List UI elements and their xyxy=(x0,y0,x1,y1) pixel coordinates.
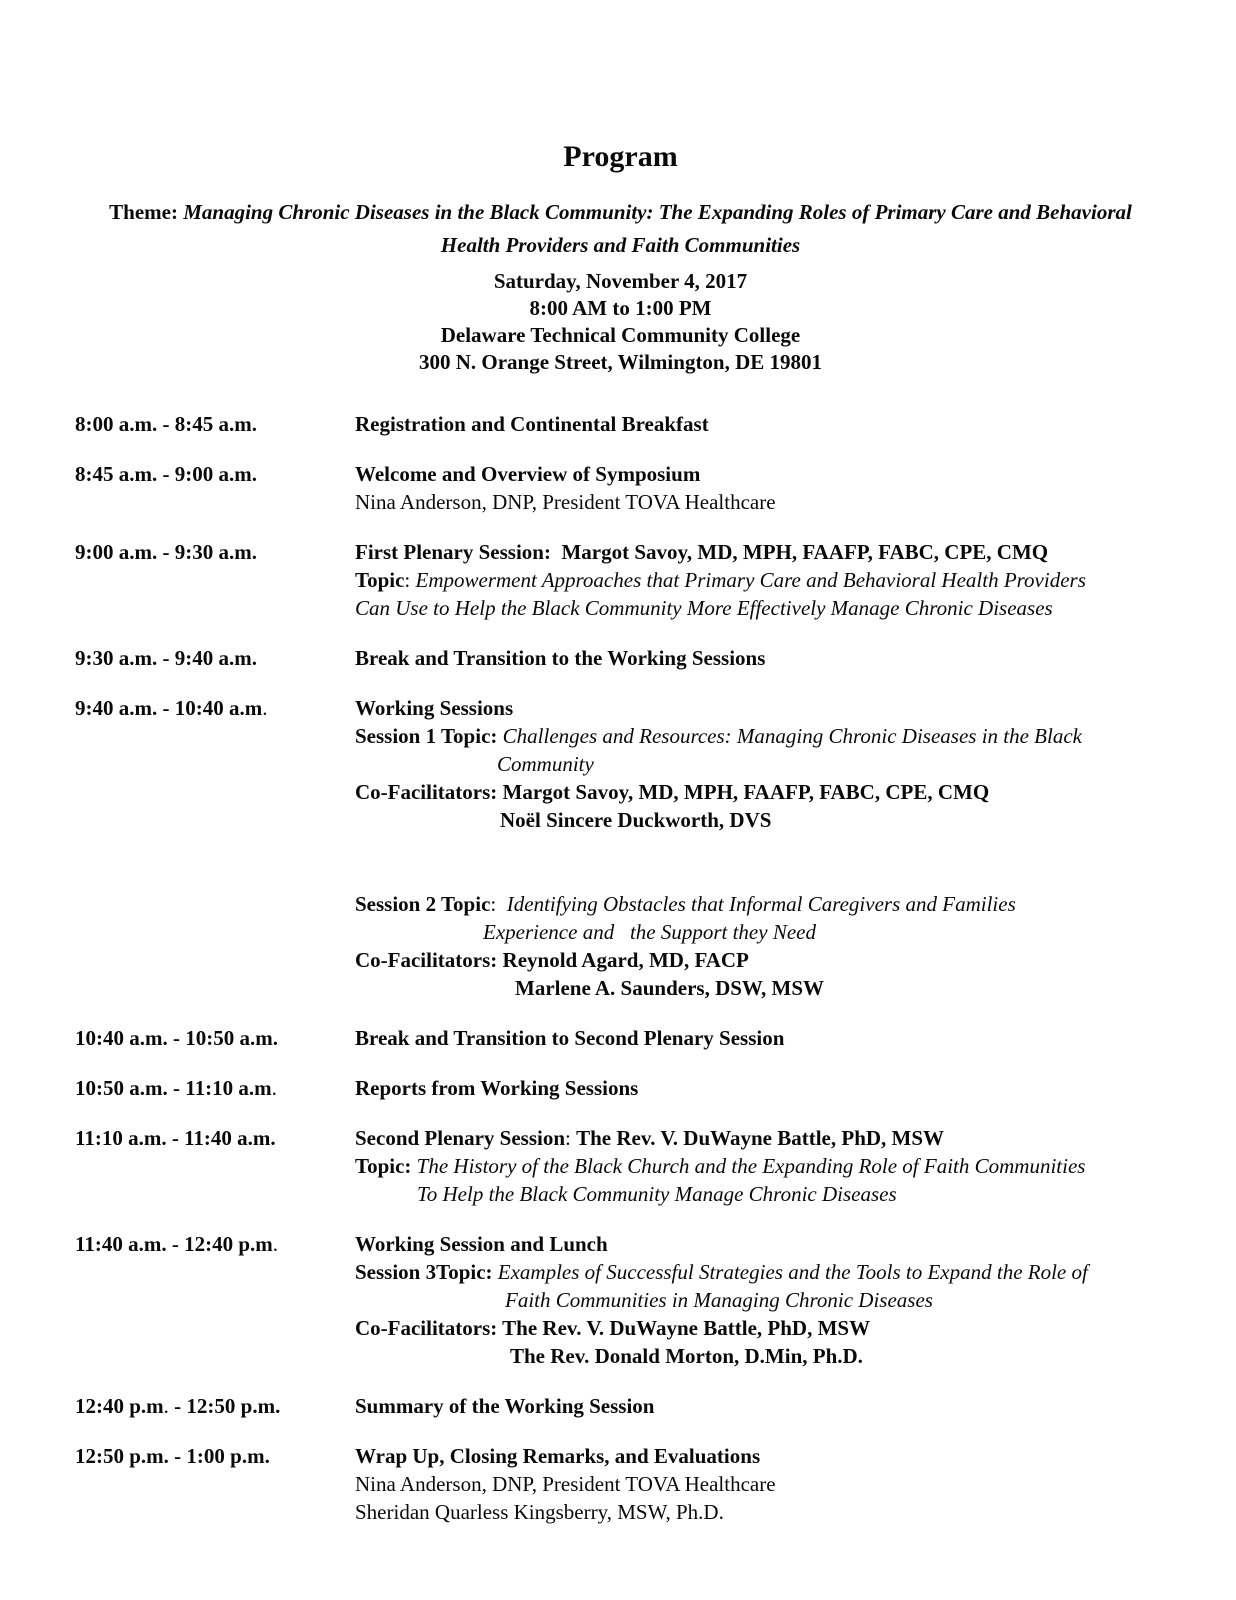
schedule-row xyxy=(75,644,1166,672)
detail-line xyxy=(355,1286,1166,1314)
session-details xyxy=(355,644,1166,672)
text-segment: Registration and Continental Breakfast xyxy=(355,412,709,436)
text-segment: - 12:50 p.m. xyxy=(168,1394,281,1418)
session-details xyxy=(355,1442,1166,1526)
session-details xyxy=(355,1392,1166,1420)
text-segment: Summary of the Working Session xyxy=(355,1394,655,1418)
text-segment: 11:10 a.m. - 11:40 a.m. xyxy=(75,1126,276,1150)
text-segment: Empowerment Approaches that Primary Care and Behavioral Health Providers xyxy=(415,568,1086,592)
detail-line xyxy=(355,918,1166,946)
theme-line-1 xyxy=(75,196,1166,229)
page-title: Program xyxy=(563,140,678,173)
time-range xyxy=(75,644,355,672)
event-venue: Delaware Technical Community College xyxy=(440,323,801,347)
detail-line xyxy=(355,722,1166,750)
text-segment: Co-Facilitators: The Rev. V. DuWayne Battle, PhD, MSW xyxy=(355,1316,871,1340)
schedule-row xyxy=(75,538,1166,622)
time-range xyxy=(75,694,355,1002)
session-details xyxy=(355,410,1166,438)
detail-line xyxy=(355,946,1166,974)
schedule-row xyxy=(75,1074,1166,1102)
event-date: Saturday, November 4, 2017 xyxy=(493,269,748,293)
text-segment: 9:30 a.m. - 9:40 a.m. xyxy=(75,646,257,670)
text-segment: Topic xyxy=(355,568,405,592)
text-segment: Topic: xyxy=(355,1154,412,1178)
time-range xyxy=(75,460,355,516)
schedule-list xyxy=(75,410,1166,1526)
text-segment: The History of the Black Church and the Expanding Role of Faith Communities xyxy=(416,1154,1086,1178)
time-range xyxy=(75,1442,355,1526)
event-address: 300 N. Orange Street, Wilmington, DE 19801 xyxy=(418,350,823,374)
session-details xyxy=(355,1124,1166,1208)
text-segment: Working Sessions xyxy=(355,696,514,720)
text-segment: : xyxy=(490,892,507,916)
text-segment: First Plenary Session: Margot Savoy, MD, MPH, FAAFP, FABC, CPE, CMQ xyxy=(355,540,1049,564)
text-segment: 12:50 p.m. - 1:00 p.m. xyxy=(75,1444,270,1468)
text-segment: Identifying Obstacles that Informal Caregivers and Families xyxy=(506,892,1016,916)
session-details xyxy=(355,1024,1166,1052)
detail-line xyxy=(355,594,1166,622)
text-segment: Reports from Working Sessions xyxy=(355,1076,639,1100)
text-segment: Experience and the Support they Need xyxy=(483,920,816,944)
time-range xyxy=(75,1024,355,1052)
detail-line xyxy=(355,1498,1166,1526)
text-segment: 10:50 a.m. - 11:10 a.m xyxy=(75,1076,272,1100)
text-segment: Can Use to Help the Black Community More Effectively Manage Chronic Diseases xyxy=(355,596,1053,620)
text-segment: Co-Facilitators: Margot Savoy, MD, MPH, FAAFP, FABC, CPE, CMQ xyxy=(355,780,990,804)
text-segment: Working Session and Lunch xyxy=(355,1232,608,1256)
text-segment: Session 3Topic: xyxy=(355,1260,493,1284)
detail-line xyxy=(355,1442,1166,1470)
time-range xyxy=(75,410,355,438)
theme-text-part-1: Managing Chronic Diseases in the Black Community: The Expanding Roles of Primary Care and Behavioral xyxy=(183,200,1132,224)
detail-line xyxy=(355,778,1166,806)
text-segment: 9:00 a.m. - 9:30 a.m. xyxy=(75,540,257,564)
schedule-row xyxy=(75,1024,1166,1052)
text-segment: Noël Sincere Duckworth, DVS xyxy=(500,808,772,832)
detail-line xyxy=(355,1392,1166,1420)
time-range xyxy=(75,1230,355,1370)
text-segment: . xyxy=(262,696,268,720)
blank-line xyxy=(355,834,1166,862)
session-details xyxy=(355,1074,1166,1102)
detail-line xyxy=(355,488,1166,516)
theme-label: Theme: xyxy=(109,200,178,224)
text-segment: 8:00 a.m. - 8:45 a.m. xyxy=(75,412,257,436)
detail-line xyxy=(355,1230,1166,1258)
text-segment: Nina Anderson, DNP, President TOVA Healthcare xyxy=(355,490,776,514)
text-segment: Session 1 Topic: xyxy=(355,724,498,748)
blank-line xyxy=(355,862,1166,890)
detail-line xyxy=(355,694,1166,722)
detail-line xyxy=(355,538,1166,566)
schedule-row xyxy=(75,1230,1166,1370)
event-details xyxy=(75,268,1166,376)
text-segment: : xyxy=(565,1126,577,1150)
time-range xyxy=(75,1392,355,1420)
session-details xyxy=(355,538,1166,622)
text-segment: The Rev. Donald Morton, D.Min, Ph.D. xyxy=(510,1344,863,1368)
detail-line xyxy=(355,410,1166,438)
time-range xyxy=(75,1074,355,1102)
schedule-row xyxy=(75,460,1166,516)
text-segment: Second Plenary Session xyxy=(355,1126,566,1150)
text-segment: 12:40 p.m xyxy=(75,1394,164,1418)
text-segment: Session 2 Topic xyxy=(355,892,491,916)
schedule-row xyxy=(75,1392,1166,1420)
text-segment: Faith Communities in Managing Chronic Diseases xyxy=(505,1288,933,1312)
detail-line xyxy=(355,1152,1166,1180)
session-details xyxy=(355,1230,1166,1370)
text-segment: To Help the Black Community Manage Chronic Diseases xyxy=(417,1182,897,1206)
schedule-row xyxy=(75,694,1166,1002)
detail-line xyxy=(355,1074,1166,1102)
text-segment: Wrap Up, Closing Remarks, and Evaluations xyxy=(355,1444,761,1468)
text-segment: Break and Transition to the Working Sessions xyxy=(355,646,766,670)
detail-line xyxy=(355,566,1166,594)
text-segment: Break and Transition to Second Plenary Session xyxy=(355,1026,785,1050)
text-segment: Examples of Successful Strategies and the Tools to Expand the Role of xyxy=(497,1260,1088,1284)
time-range xyxy=(75,538,355,622)
text-segment: . xyxy=(163,1394,169,1418)
detail-line xyxy=(355,974,1166,1002)
text-segment: : xyxy=(404,568,416,592)
text-segment: 10:40 a.m. - 10:50 a.m. xyxy=(75,1026,278,1050)
detail-line xyxy=(355,890,1166,918)
text-segment: Marlene A. Saunders, DSW, MSW xyxy=(515,976,825,1000)
text-segment: Challenges and Resources: Managing Chronic Diseases in the Black xyxy=(502,724,1082,748)
detail-line xyxy=(355,750,1166,778)
detail-line xyxy=(355,644,1166,672)
schedule-row xyxy=(75,1442,1166,1526)
detail-line xyxy=(355,460,1166,488)
text-segment: 8:45 a.m. - 9:00 a.m. xyxy=(75,462,257,486)
detail-line xyxy=(355,806,1166,834)
session-details xyxy=(355,694,1166,1002)
text-segment: Welcome and Overview of Symposium xyxy=(355,462,701,486)
event-time-range: 8:00 AM to 1:00 PM xyxy=(529,296,712,320)
time-range xyxy=(75,1124,355,1208)
theme-text-part-2: Health Providers and Faith Communities xyxy=(440,233,801,257)
text-segment: Community xyxy=(497,752,594,776)
detail-line xyxy=(355,1258,1166,1286)
theme-paragraph xyxy=(75,196,1166,262)
detail-line xyxy=(355,1180,1166,1208)
text-segment: The Rev. V. DuWayne Battle, PhD, MSW xyxy=(576,1126,945,1150)
text-segment: . xyxy=(272,1232,278,1256)
schedule-row xyxy=(75,1124,1166,1208)
text-segment: 11:40 a.m. - 12:40 p.m xyxy=(75,1232,273,1256)
detail-line xyxy=(355,1124,1166,1152)
text-segment: Nina Anderson, DNP, President TOVA Healthcare xyxy=(355,1472,776,1496)
session-details xyxy=(355,460,1166,516)
text-segment: . xyxy=(271,1076,277,1100)
detail-line xyxy=(355,1470,1166,1498)
text-segment: Co-Facilitators: Reynold Agard, MD, FACP xyxy=(355,948,749,972)
schedule-row xyxy=(75,410,1166,438)
text-segment: Sheridan Quarless Kingsberry, MSW, Ph.D. xyxy=(355,1500,724,1524)
detail-line xyxy=(355,1024,1166,1052)
detail-line xyxy=(355,1314,1166,1342)
detail-line xyxy=(355,1342,1166,1370)
text-segment: 9:40 a.m. - 10:40 a.m xyxy=(75,696,263,720)
